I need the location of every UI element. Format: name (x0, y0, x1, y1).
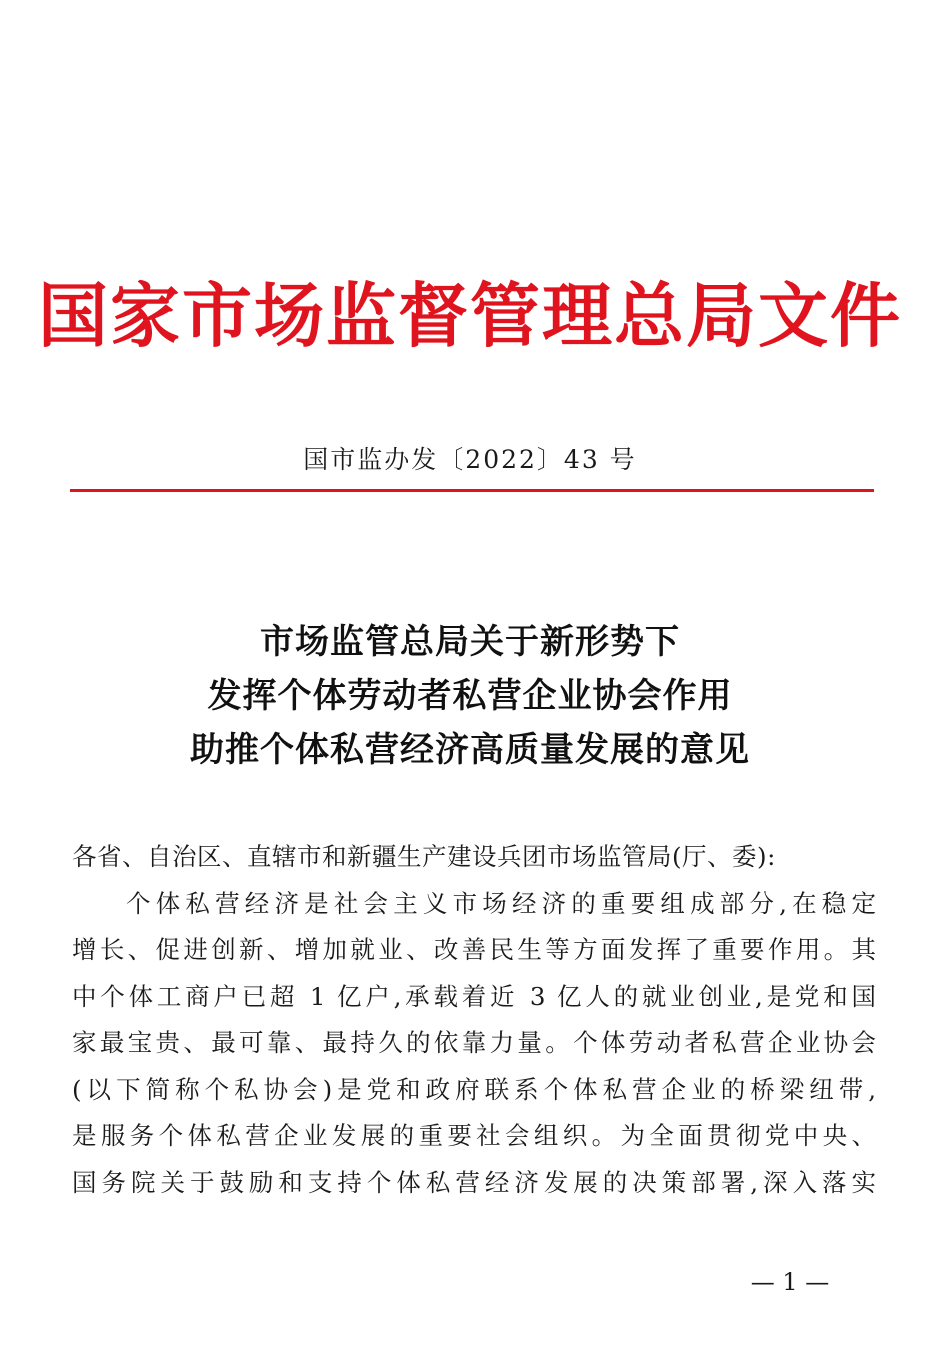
paragraph-line-2: 增长、促进创新、增加就业、改善民生等方面发挥了重要作用。其 (72, 935, 876, 964)
title-line-1: 市场监管总局关于新形势下 (260, 622, 680, 662)
paragraph-line-1: 个体私营经济是社会主义市场经济的重要组成部分,在稳定 (126, 888, 876, 918)
paragraph-line-7: 国务院关于鼓励和支持个体私营经济发展的决策部署,深入落实 (72, 1167, 876, 1197)
paragraph-line-6: 是服务个体私营企业发展的重要社会组织。为全面贯彻党中央、 (72, 1121, 876, 1150)
salutation: 各省、自治区、直辖市和新疆生产建设兵团市场监管局(厅、委): (72, 842, 776, 871)
page-number: — 1 — (750, 1268, 830, 1296)
document-body (72, 834, 876, 1206)
document-number: 国市监办发〔2022〕43 号 (303, 445, 637, 474)
title-line-3: 助推个体私营经济高质量发展的意见 (190, 730, 750, 770)
paragraph-line-3: 中个体工商户已超 1 亿户,承载着近 3 亿人的就业创业,是党和国 (72, 981, 876, 1011)
issuer-title: 国家市场监督管理总局文件 (38, 274, 902, 357)
paragraph-line-4: 家最宝贵、最可靠、最持久的依靠力量。个体劳动者私营企业协会 (72, 1028, 876, 1057)
paragraph-line-5: (以下简称个私协会)是党和政府联系个体私营企业的桥梁纽带, (72, 1074, 876, 1104)
title-line-2: 发挥个体劳动者私营企业协会作用 (207, 676, 733, 716)
document-title (0, 615, 940, 777)
red-divider-line (70, 489, 874, 492)
